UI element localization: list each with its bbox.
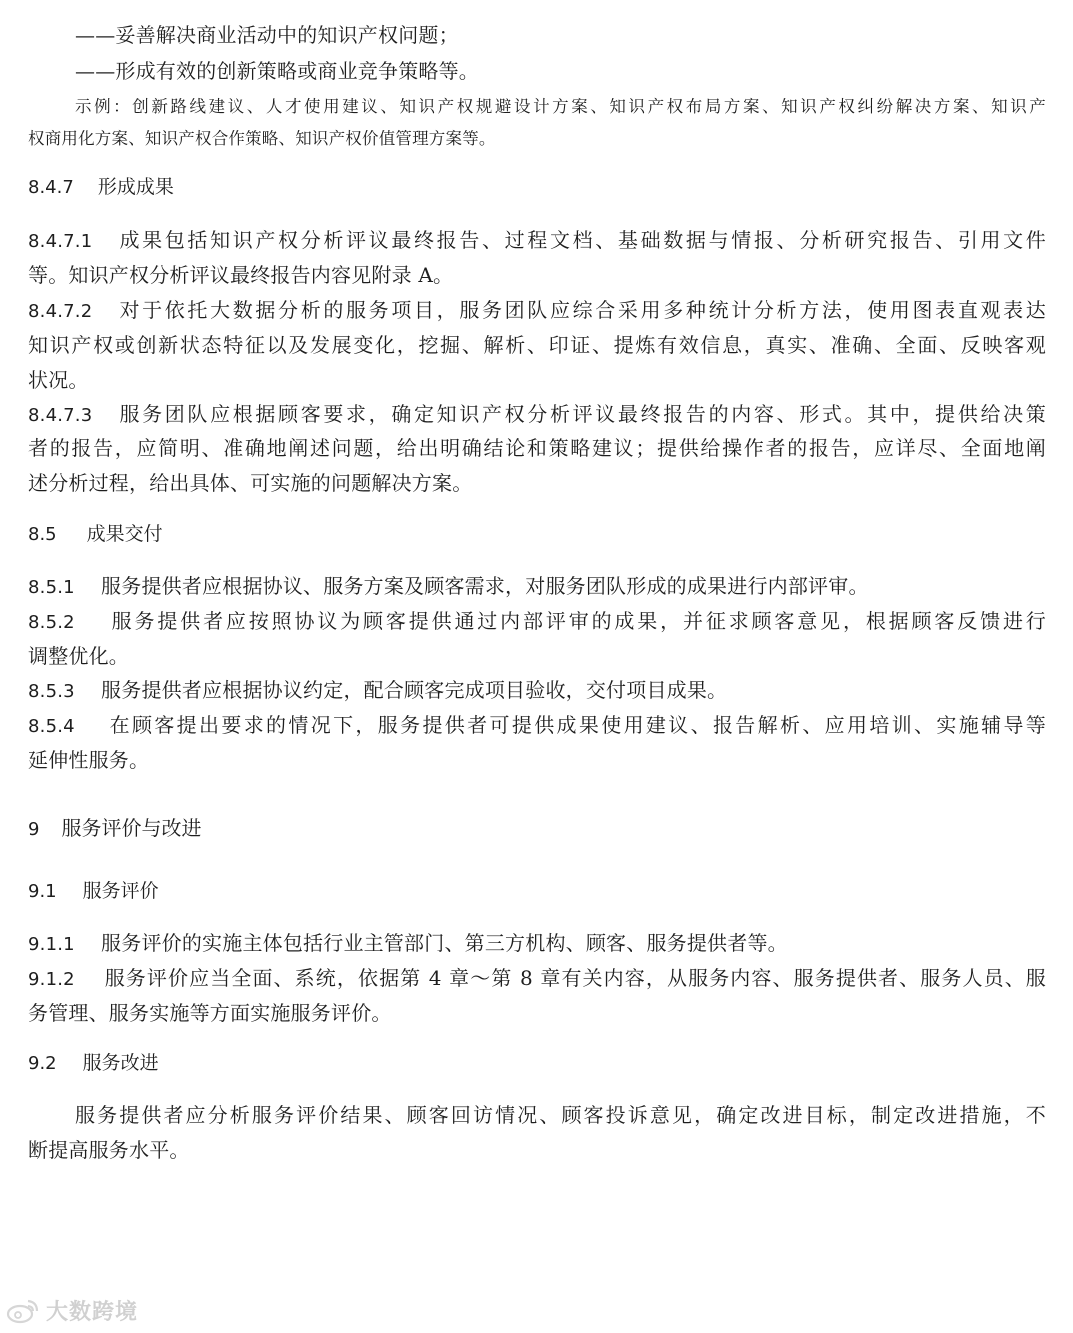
chapter-heading-9: 9 服务评价与改进 xyxy=(28,816,202,840)
clause-8-5-1-line-1: 8.5.1 服务提供者应根据协议、服务方案及顾客需求，对服务团队形成的成果进行内部评审。 xyxy=(28,574,869,598)
clause-8-4-7-2-line-3: 状况。 xyxy=(28,368,89,392)
clause-8-4-7-1-line-1: 8.4.7.1 成果包括知识产权分析评议最终报告、过程文档、基础数据与情报、分析研究报告、引用文件 xyxy=(28,228,1046,252)
example-line-2: 权商用化方案、知识产权合作策略、知识产权价值管理方案等。 xyxy=(28,129,496,148)
example-label: 示例： xyxy=(75,97,133,116)
clause-9-1-2-line-1: 9.1.2 服务评价应当全面、系统，依据第 4 章～第 8 章有关内容，从服务内容、服务提供者、服务人员、服 xyxy=(28,966,1047,990)
section-heading-8-4-7: 8.4.7 形成成果 xyxy=(28,176,174,198)
clause-8-4-7-3-line-3: 述分析过程，给出具体、可实施的问题解决方案。 xyxy=(28,471,473,495)
clause-8-5-2-line-1: 8.5.2 服务提供者应按照协议为顾客提供通过内部评审的成果，并征求顾客意见，根据顾客反馈进行 xyxy=(28,609,1046,633)
section-heading-9-1: 9.1 服务评价 xyxy=(28,880,159,902)
clause-8-4-7-3-line-2: 者的报告，应简明、准确地阐述问题，给出明确结论和策略建议；提供给操作者的报告，应详尽、全面地阐 xyxy=(28,436,1046,460)
clause-9-1-1-line-1: 9.1.1 服务评价的实施主体包括行业主管部门、第三方机构、顾客、服务提供者等。 xyxy=(28,931,788,955)
clause-8-5-3-line-1: 8.5.3 服务提供者应根据协议约定，配合顾客完成项目验收，交付项目成果。 xyxy=(28,678,728,702)
clause-8-4-7-1-line-2: 等。知识产权分析评议最终报告内容见附录 A。 xyxy=(28,263,454,287)
watermark xyxy=(6,1295,138,1326)
clause-8-4-7-3-line-1: 8.4.7.3 服务团队应根据顾客要求，确定知识产权分析评议最终报告的内容、形式。其中，提供给决策 xyxy=(28,402,1046,426)
clause-8-5-4-line-1: 8.5.4 在顾客提出要求的情况下，服务提供者可提供成果使用建议、报告解析、应用培训、实施辅导等 xyxy=(28,713,1046,737)
section-heading-9-2: 9.2 服务改进 xyxy=(28,1052,159,1074)
clause-8-4-7-2-line-1: 8.4.7.2 对于依托大数据分析的服务项目，服务团队应综合采用多种统计分析方法，使用图表直观表达 xyxy=(28,298,1046,322)
example-line-1: 示例：创新路线建议、人才使用建议、知识产权规避设计方案、知识产权布局方案、知识产权纠纷解决方案、知识产 xyxy=(75,97,1046,116)
clause-8-5-4-line-2: 延伸性服务。 xyxy=(28,748,150,772)
bullet-2: ——形成有效的创新策略或商业竞争策略等。 xyxy=(75,59,479,83)
section-heading-8-5: 8.5 成果交付 xyxy=(28,523,163,545)
section-9-2-paragraph-line-1: 服务提供者应分析服务评价结果、顾客回访情况、顾客投诉意见，确定改进目标，制定改进措施，不 xyxy=(75,1103,1046,1127)
clause-8-4-7-2-line-2: 知识产权或创新状态特征以及发展变化，挖掘、解析、印证、提炼有效信息，真实、准确、全面、反映客观 xyxy=(28,333,1046,357)
clause-8-5-2-line-2: 调整优化。 xyxy=(28,644,129,668)
section-9-2-paragraph-line-2: 断提高服务水平。 xyxy=(28,1138,190,1162)
clause-9-1-2-line-2: 务管理、服务实施等方面实施服务评价。 xyxy=(28,1001,392,1025)
bullet-1: ——妥善解决商业活动中的知识产权问题； xyxy=(75,23,459,47)
watermark-text: 大数跨境 xyxy=(46,1300,139,1325)
weibo-logo-icon xyxy=(6,1298,40,1324)
